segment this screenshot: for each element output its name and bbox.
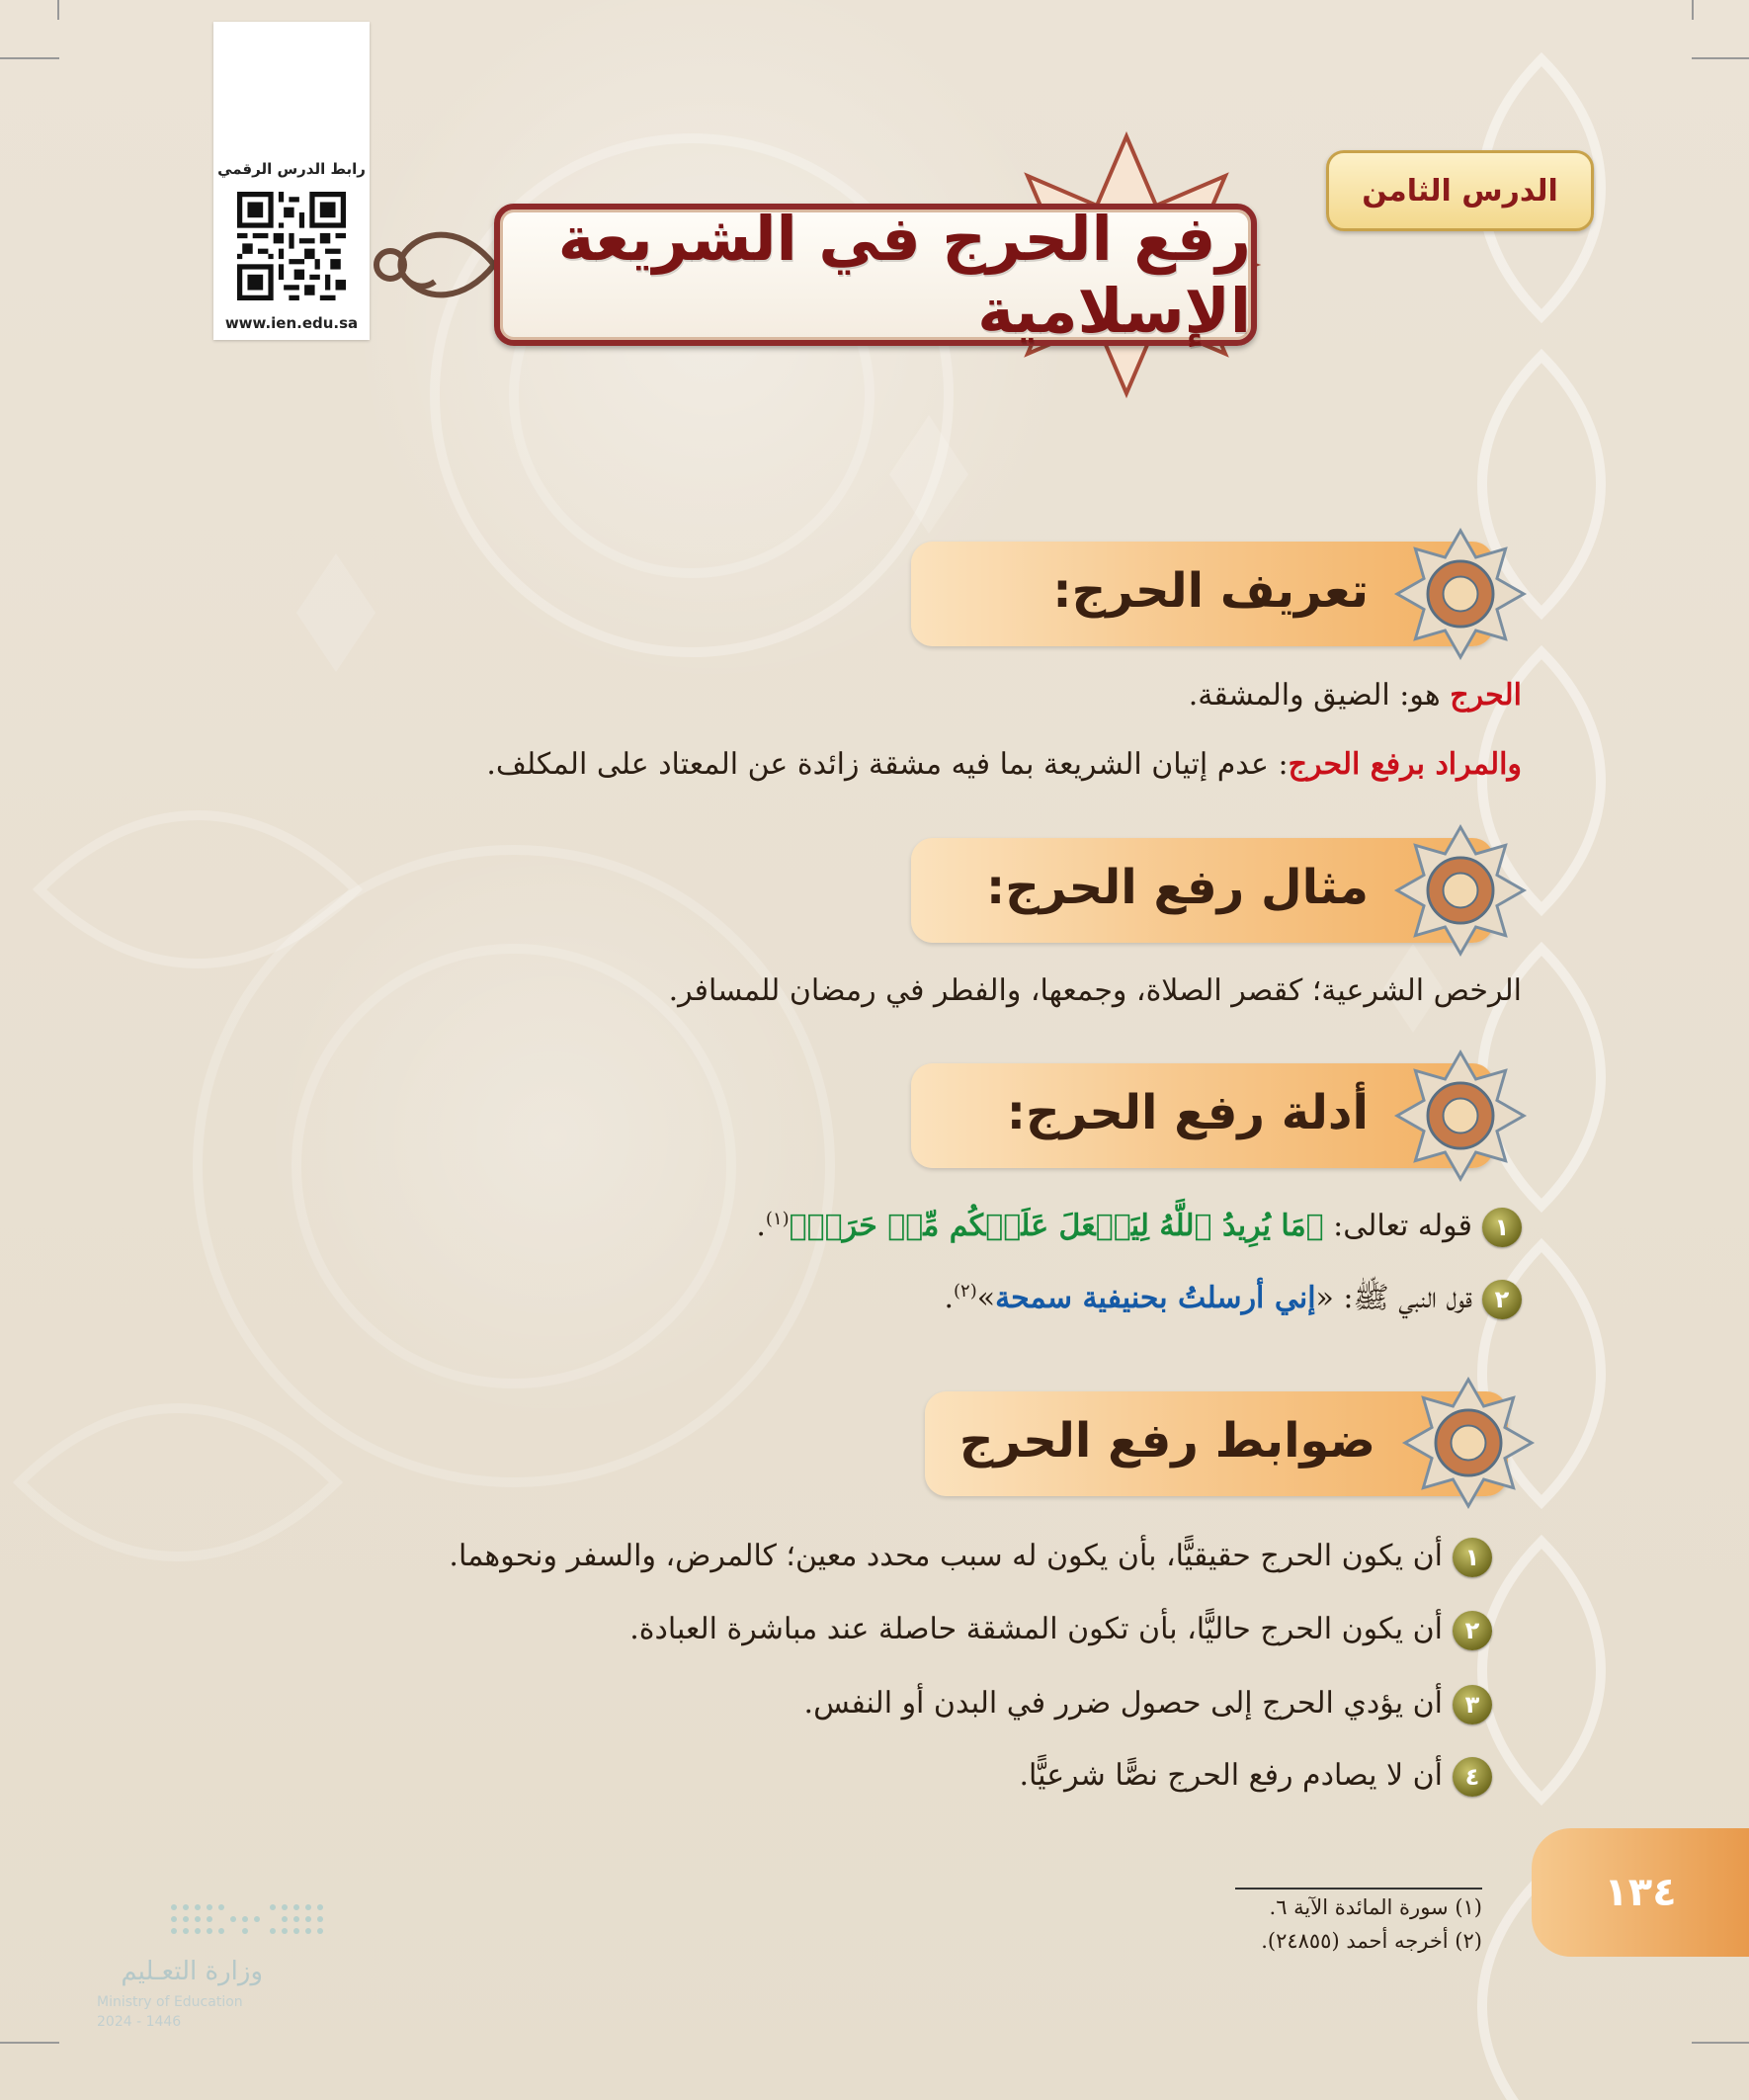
ministry-name-ar: وزارة التعـليم [121, 1957, 263, 1986]
footnote-1: (١) سورة المائدة الآية ٦. [1269, 1895, 1482, 1919]
footnote-ref-1[interactable]: (١) [765, 1209, 790, 1229]
number-badge: ٢ [1482, 1280, 1522, 1319]
rosette-icon [1393, 1049, 1528, 1183]
control-item-1 [449, 1538, 1492, 1577]
number-badge: ٢ [1453, 1611, 1492, 1650]
page-number-tab [1532, 1828, 1749, 1957]
rosette-icon [1401, 1376, 1536, 1510]
qr-label: رابط الدرس الرقمي [217, 160, 366, 178]
footnote-rule [1235, 1888, 1482, 1890]
control-item-3 [804, 1685, 1492, 1724]
page-number: ١٣٤ [1604, 1870, 1677, 1915]
number-badge: ١ [1482, 1208, 1522, 1247]
qr-url[interactable]: www.ien.edu.sa [224, 314, 359, 332]
footnote-ref-2[interactable]: (٢) [954, 1281, 977, 1302]
hadith-text: إني أرسلتُ بحنيفية سمحة [995, 1281, 1316, 1315]
term-raf-haraj: الحرج [1288, 747, 1361, 782]
definition-line-2 [486, 747, 1522, 782]
footnote-2: (٢) أخرجه أحمد (٢٤٨٥٥). [1261, 1929, 1482, 1953]
term-haraj: الحرج [1450, 678, 1522, 713]
ministry-name-en: Ministry of Education [97, 1994, 243, 2010]
number-badge: ١ [1453, 1538, 1492, 1577]
control-text-4: أن لا يصادم رفع الحرج نصًّا شرعيًّا. [1019, 1758, 1443, 1793]
lesson-title-frame [494, 204, 1257, 346]
ministry-year: 2024 - 1446 [97, 2014, 182, 2030]
control-text-1: أن يكون الحرج حقيقيًّا، بأن يكون له سبب محدد معين؛ كالمرض، والسفر ونحوهما. [449, 1539, 1443, 1573]
section-evidence-title: أدلة رفع الحرج: [1006, 1085, 1369, 1140]
control-text-3: أن يؤدي الحرج إلى حصول ضرر في البدن أو النفس. [803, 1686, 1443, 1721]
definition-text-2: : عدم إتيان الشريعة بما فيه مشقة زائدة عن المعتاد على المكلف. [486, 747, 1289, 782]
evidence-prefix-2: قول النبي ﷺ: « [1315, 1281, 1472, 1315]
hadith-close: » [976, 1281, 996, 1315]
number-badge: ٣ [1453, 1685, 1492, 1724]
control-item-4 [1019, 1757, 1492, 1797]
ministry-logo [95, 1897, 312, 2046]
section-definition-title: تعريف الحرج: [1052, 563, 1369, 619]
evidence-suffix-2: . [944, 1281, 954, 1315]
evidence-item-2 [944, 1280, 1522, 1322]
quran-verse: ﴿مَا يُرِيدُ ٱللَّهُ لِيَجۡعَلَ عَلَيۡكُم مِّنۡ حَرَجٖ﴾ [789, 1209, 1324, 1243]
definition-text-1: هو: الضيق والمشقة. [1188, 678, 1451, 713]
evidence-item-1 [756, 1208, 1522, 1247]
control-item-2 [629, 1611, 1492, 1650]
lesson-badge: الدرس الثامن [1326, 150, 1594, 231]
example-line: الرخص الشرعية؛ كقصر الصلاة، وجمعها، والفطر في رمضان للمسافر. [668, 973, 1522, 1008]
crop-mark [0, 2042, 59, 2044]
section-example-title: مثال رفع الحرج: [986, 860, 1369, 915]
rosette-icon [1393, 527, 1528, 661]
ministry-dots-icon [164, 1897, 391, 1952]
term-raf-prefix: والمراد برفع [1360, 747, 1522, 782]
evidence-prefix-1: قوله تعالى: [1323, 1209, 1472, 1243]
lesson-title: رفع الحرج في الشريعة الإسلامية [557, 203, 1251, 347]
evidence-suffix-1: . [756, 1209, 766, 1243]
number-badge: ٤ [1453, 1757, 1492, 1797]
control-text-2: أن يكون الحرج حاليًّا، بأن تكون المشقة حاصلة عند مباشرة العبادة. [629, 1612, 1443, 1646]
rosette-icon [1393, 823, 1528, 958]
crop-mark [1692, 2042, 1749, 2044]
definition-line-1 [1189, 678, 1522, 713]
section-controls-title: ضوابط رفع الحرج [958, 1413, 1375, 1469]
